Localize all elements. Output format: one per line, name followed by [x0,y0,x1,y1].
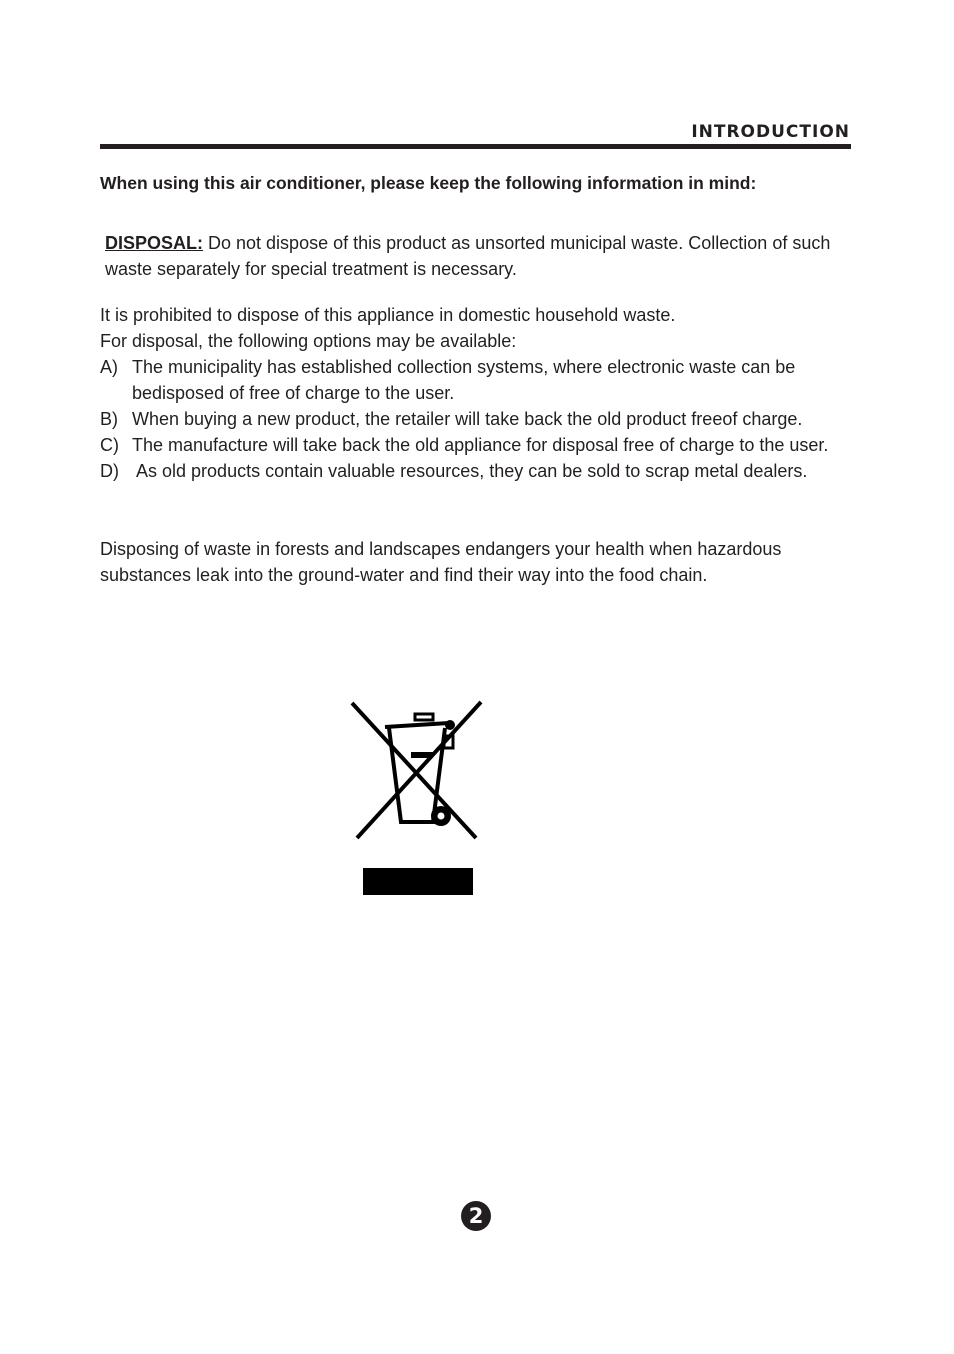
weee-marking-bar [363,868,473,895]
closing-paragraph: Disposing of waste in forests and landscapes endangers your health when hazardous substances leak into the ground-water and find their way into the food chain. [100,539,782,585]
option-letter: A) [100,357,118,377]
option-letter: D) [100,461,119,481]
option-text: As old products contain valuable resources, they can be sold to scrap metal dealers. [132,461,808,481]
title-rule [100,144,851,149]
disposal-option-d [100,458,870,484]
disposal-label: DISPOSAL: [105,233,204,253]
page-number: 2 [461,1201,491,1231]
disposal-option-c [100,432,870,458]
disposal-options-list [100,354,870,484]
prohibited-statement: It is prohibited to dispose of this appliance in domestic household waste. [100,305,676,325]
option-text: When buying a new product, the retailer will take back the old product freeof charge. [132,409,803,429]
lead-sentence: When using this air conditioner, please keep the following information in mind: [100,173,757,193]
crossed-out-wheelie-bin-icon [345,696,490,846]
disposal-notice [105,230,855,282]
disposal-text: Do not dispose of this product as unsorted municipal waste. Collection of such waste separately for special treatment is necessary. [105,233,831,279]
option-letter: B) [100,409,118,429]
option-text: The manufacture will take back the old appliance for disposal free of charge to the user. [132,435,829,455]
disposal-option-b [100,406,870,432]
disposal-option-a [100,354,870,406]
section-title: INTRODUCTION [691,122,850,142]
options-intro: For disposal, the following options may be available: [100,331,517,351]
option-letter: C) [100,435,119,455]
option-text: The municipality has established collection systems, where electronic waste can be bedisposed of free of charge to the user. [132,357,796,403]
